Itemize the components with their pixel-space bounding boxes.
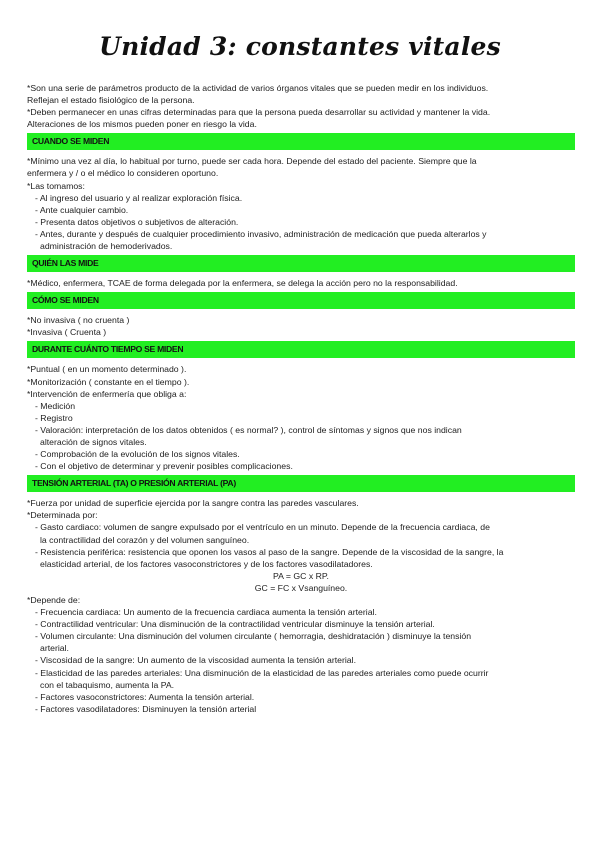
page-title: Unidad 3: constantes vitales (99, 32, 501, 61)
cuando-item: - Antes, durante y después de cualquier procedimiento invasivo, administración de medicación que pueda alterarlos y (35, 228, 487, 239)
determinada-item: la contractilidad del corazón y del volumen sanguíneo. (40, 534, 250, 545)
depende-item: - Volumen circulante: Una disminución del volumen circulante ( hemorragia, deshidratación ) disminuye la tensión (35, 631, 472, 642)
intro-line: *Deben permanecer en unas cifras determinadas para que la persona pueda desarrollar su actividad y mantener la vida. (27, 107, 491, 118)
depende-item: - Viscosidad de la sangre: Un aumento de la viscosidad aumenta la tensión arterial. (35, 655, 356, 666)
depende-item: - Elasticidad de las paredes arteriales: Una disminución de la elasticidad de las paredes arteriales como puede ocurrir (35, 667, 489, 678)
section-heading-cuando: CUANDO SE MIDEN (27, 133, 575, 150)
intro-line: Reflejan el estado fisiológico de la persona. (27, 95, 195, 106)
section-heading-durante: DURANTE CUÁNTO TIEMPO SE MIDEN (27, 341, 575, 358)
cuando-item: - Presenta datos objetivos o subjetivos de alteración. (35, 216, 239, 227)
como-line: *Invasiva ( Cruenta ) (27, 327, 107, 338)
intro-line: *Son una serie de parámetros producto de la actividad de varios órganos vitales que se pueden medir en los individuos. (27, 83, 489, 93)
tension-line: *Determinada por: (27, 510, 98, 521)
depende-item: - Contractilidad ventricular: Una disminución de la contractilidad ventricular disminuye la tensión arterial. (35, 619, 435, 630)
durante-item: - Comprobación de la evolución de los signos vitales. (35, 449, 240, 460)
durante-item: - Registro (35, 412, 73, 423)
formula-gc: GC = FC x Vsanguíneo. (254, 582, 348, 593)
section-heading-tension: TENSIÓN ARTERIAL (TA) O PRESIÓN ARTERIAL (PA) (27, 475, 575, 492)
determinada-item: elasticidad arterial, de los factores vasoconstrictores y de los factores vasodilatadores. (40, 558, 373, 569)
determinada-item: - Gasto cardiaco: volumen de sangre expulsado por el ventrículo en un minuto. Depende de la frecuencia cardiaca, de (35, 522, 490, 533)
depende-item: con el tabaquismo, aumenta la PA. (40, 679, 175, 690)
cuando-item: - Ante cualquier cambio. (35, 204, 129, 215)
quien-line: *Médico, enfermera, TCAE de forma delegada por la enfermera, se delega la acción pero no la responsabilidad. (27, 278, 458, 289)
durante-item: - Valoración: interpretación de los datos obtenidos ( es normal? ), control de síntomas y signos que nos indican (35, 424, 462, 435)
durante-line: *Monitorización ( constante en el tiempo ). (27, 376, 190, 387)
intro-line: Alteraciones de los mismos pueden poner en riesgo la vida. (27, 119, 257, 130)
cuando-item: - Al ingreso del usuario y al realizar exploración física. (35, 192, 243, 203)
formula-pa: PA = GC x RP. (273, 570, 329, 581)
como-line: *No invasiva ( no cruenta ) (27, 315, 130, 326)
cuando-item: administración de hemoderivados. (40, 241, 173, 252)
section-heading-como: CÓMO SE MIDEN (27, 292, 575, 309)
cuando-line: enfermera y / o el médico lo consideren oportuno. (27, 168, 219, 179)
cuando-line: *Las tomamos: (27, 180, 85, 191)
document-body (27, 82, 575, 715)
depende-label: *Depende de: (27, 595, 81, 605)
depende-item: - Frecuencia cardiaca: Un aumento de la frecuencia cardiaca aumenta la tensión arterial. (35, 607, 377, 618)
section-heading-quien: QUIÉN LAS MIDE (27, 255, 575, 272)
cuando-line: *Mínimo una vez al día, lo habitual por turno, puede ser cada hora. Depende del estado del paciente. Siempre que la (27, 156, 477, 167)
depende-item: arterial. (40, 643, 69, 654)
tension-line: *Fuerza por unidad de superficie ejercida por la sangre contra las paredes vasculares. (27, 498, 359, 509)
durante-line: *Puntual ( en un momento determinado ). (27, 364, 187, 375)
durante-item: alteración de signos vitales. (40, 436, 147, 447)
determinada-item: - Resistencia periférica: resistencia que oponen los vasos al paso de la sangre. Depende de la viscosidad de la sangre, la (35, 546, 504, 557)
durante-line: *Intervención de enfermería que obliga a: (27, 388, 187, 399)
depende-item: - Factores vasoconstrictores: Aumenta la tensión arterial. (35, 691, 255, 702)
durante-item: - Con el objetivo de determinar y prevenir posibles complicaciones. (35, 461, 293, 472)
depende-item: - Factores vasodilatadores: Disminuyen la tensión arterial (35, 703, 257, 714)
durante-item: - Medición (35, 400, 76, 411)
